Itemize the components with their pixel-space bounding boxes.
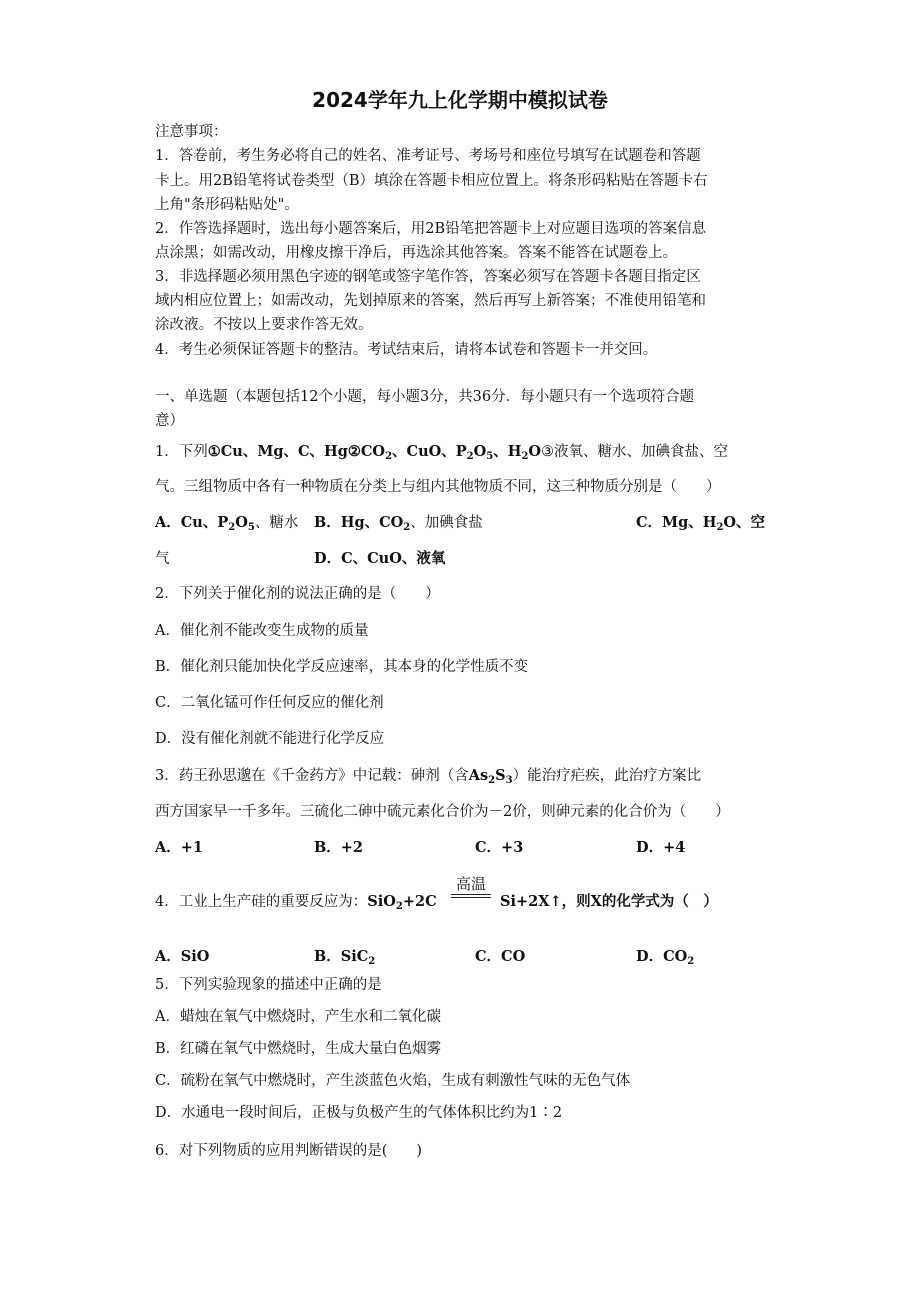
q1-group-2-e: O — [528, 443, 542, 460]
note-2-line-1: 2．作答选择题时，选出每小题答案后，用2B铅笔把答题卡上对应题目选项的答案信息 — [155, 221, 707, 237]
subscript: 2 — [687, 956, 695, 967]
q4-option-d-text: D．CO — [636, 948, 688, 965]
q2-option-d: D．没有催化剂就不能进行化学反应 — [155, 731, 385, 747]
q4-option-b — [314, 947, 375, 967]
q1-option-a-text-3: 、糖水 — [254, 515, 299, 531]
q1-option-b-text-2: 、加碘食盐 — [410, 515, 483, 531]
subscript: 3 — [505, 775, 513, 786]
subscript: 5 — [247, 522, 255, 533]
note-1-line-1: 1．答卷前，考生务必将自己的姓名、准考证号、考场号和座位号填写在试题卷和答题 — [155, 148, 701, 164]
q1-option-a-text-2: O — [235, 514, 248, 531]
q1-group-2-a: ②CO — [347, 443, 386, 460]
q4-stem-text: 4．工业上生产硅的重要反应为： — [155, 894, 368, 910]
equals-sign-icon — [451, 894, 491, 898]
q5-option-c: C．硫粉在氧气中燃烧时，产生淡蓝色火焰，生成有刺激性气味的无色气体 — [155, 1073, 631, 1089]
q1-group-3: ③液氧、糖水、加碘食盐、空 — [541, 444, 729, 460]
note-3-line-1: 3．非选择题必须用黑色字迹的钢笔或签字笔作答，答案必须写在答题卡各题目指定区 — [155, 269, 701, 285]
q1-stem-line-2: 气。三组物质中各有一种物质在分类上与组内其他物质不同，这三种物质分别是（ ） — [155, 479, 721, 495]
q4-equation-reactant-1: SiO — [367, 893, 396, 910]
q1-group-2-b: 、CuO、P — [392, 443, 467, 460]
subscript: 2 — [395, 901, 403, 912]
subscript: 2 — [385, 451, 393, 462]
q1-group-2-d: 、H — [493, 443, 522, 460]
q5-option-d: D．水通电一段时间后，正极与负极产生的气体体积比约为1∶2 — [155, 1105, 563, 1121]
q1-stem-line-1 — [155, 442, 728, 462]
q3-formula-s: S — [495, 767, 506, 784]
q2-option-a: A．催化剂不能改变生成物的质量 — [155, 623, 369, 639]
section-heading-line-1: 一、单选题（本题包括12个小题，每小题3分，共36分．每小题只有一个选项符合题 — [155, 389, 695, 405]
q3-formula-as: As — [468, 767, 489, 784]
q3-stem-text-2: ）能治疗疟疾，此治疗方案比 — [512, 768, 702, 784]
q2-stem: 2．下列关于催化剂的说法正确的是（ ） — [155, 586, 440, 602]
q6-stem: 6．对下列物质的应用判断错误的是( ) — [155, 1143, 423, 1159]
note-1-line-2: 卡上。用2B铅笔将试卷类型（B）填涂在答题卡相应位置上。将条形码粘贴在答题卡右 — [155, 173, 708, 189]
q2-option-c: C．二氧化锰可作任何反应的催化剂 — [155, 695, 384, 711]
q3-stem-text: 3．药王孙思邈在《千金药方》中记载：砷剂（含 — [155, 768, 469, 784]
notes-heading: 注意事项： — [155, 124, 228, 140]
q1-option-a — [155, 513, 298, 533]
q4-equation-product: Si+2X↑，则X的化学式为（ ） — [500, 893, 718, 910]
note-3-line-2: 域内相应位置上；如需改动，先划掉原来的答案，然后再写上新答案；不准使用铅笔和 — [155, 293, 706, 309]
q1-option-b-text: B．Hg、CO — [314, 514, 404, 531]
subscript: 2 — [521, 451, 529, 462]
q5-option-a: A．蜡烛在氧气中燃烧时，产生水和二氧化碳 — [155, 1009, 441, 1025]
q1-option-c-text: C．Mg、H — [636, 514, 717, 531]
q1-group-2-c: O — [473, 443, 487, 460]
q3-option-b: B．+2 — [314, 839, 363, 856]
subscript: 2 — [488, 775, 496, 786]
q1-option-d: D．C、CuO、液氧 — [314, 550, 446, 567]
q4-equation-reactant-2: +2C — [402, 893, 437, 910]
q3-stem-line-2: 西方国家早一千多年。三硫化二砷中硫元素化合价为－2价，则砷元素的化合价为（ ） — [155, 804, 730, 820]
note-2-line-2: 点涂黑；如需改动，用橡皮擦干净后，再选涂其他答案。答案不能答在试题卷上。 — [155, 245, 677, 261]
page-title: 2024学年九上化学期中模拟试卷 — [312, 88, 608, 112]
q4-option-d — [636, 947, 694, 967]
note-4-line-1: 4．考生必须保证答题卡的整洁。考试结束后，请将本试卷和答题卡一并交回。 — [155, 342, 658, 358]
q1-group-1: ①Cu、Mg、C、Hg — [207, 443, 348, 460]
q1-stem-prefix: 1．下列 — [155, 444, 208, 460]
q2-option-b: B．催化剂只能加快化学反应速率，其本身的化学性质不变 — [155, 659, 529, 675]
q3-option-d: D．+4 — [636, 839, 686, 856]
q1-option-c-continued: 气 — [155, 551, 170, 567]
q3-option-a: A．+1 — [155, 839, 203, 856]
note-3-line-3: 涂改液。不按以上要求作答无效。 — [155, 317, 373, 333]
q5-stem: 5．下列实验现象的描述中正确的是 — [155, 977, 382, 993]
subscript: 2 — [466, 451, 474, 462]
reaction-condition: 高温 — [455, 875, 486, 893]
q1-option-a-text: A．Cu、P — [155, 514, 229, 531]
q4-option-a: A．SiO — [155, 948, 210, 965]
q4-stem — [155, 892, 437, 912]
subscript: 2 — [368, 956, 376, 967]
q3-stem-line-1 — [155, 766, 701, 786]
q3-option-c: C．+3 — [475, 839, 524, 856]
q1-option-c-text-2: O、空 — [723, 514, 766, 531]
reaction-condition-arrow — [449, 876, 493, 898]
q5-option-b: B．红磷在氧气中燃烧时，生成大量白色烟雾 — [155, 1041, 442, 1057]
subscript: 2 — [716, 522, 724, 533]
q1-option-c — [636, 513, 765, 533]
q1-option-b — [314, 513, 483, 533]
q4-option-c: C．CO — [475, 948, 526, 965]
subscript: 2 — [228, 522, 236, 533]
subscript: 5 — [486, 451, 494, 462]
section-heading-line-2: 意） — [155, 413, 184, 429]
subscript: 2 — [403, 522, 411, 533]
q4-option-b-text: B．SiC — [314, 948, 369, 965]
note-1-line-3: 上角"条形码粘贴处"。 — [155, 197, 299, 213]
